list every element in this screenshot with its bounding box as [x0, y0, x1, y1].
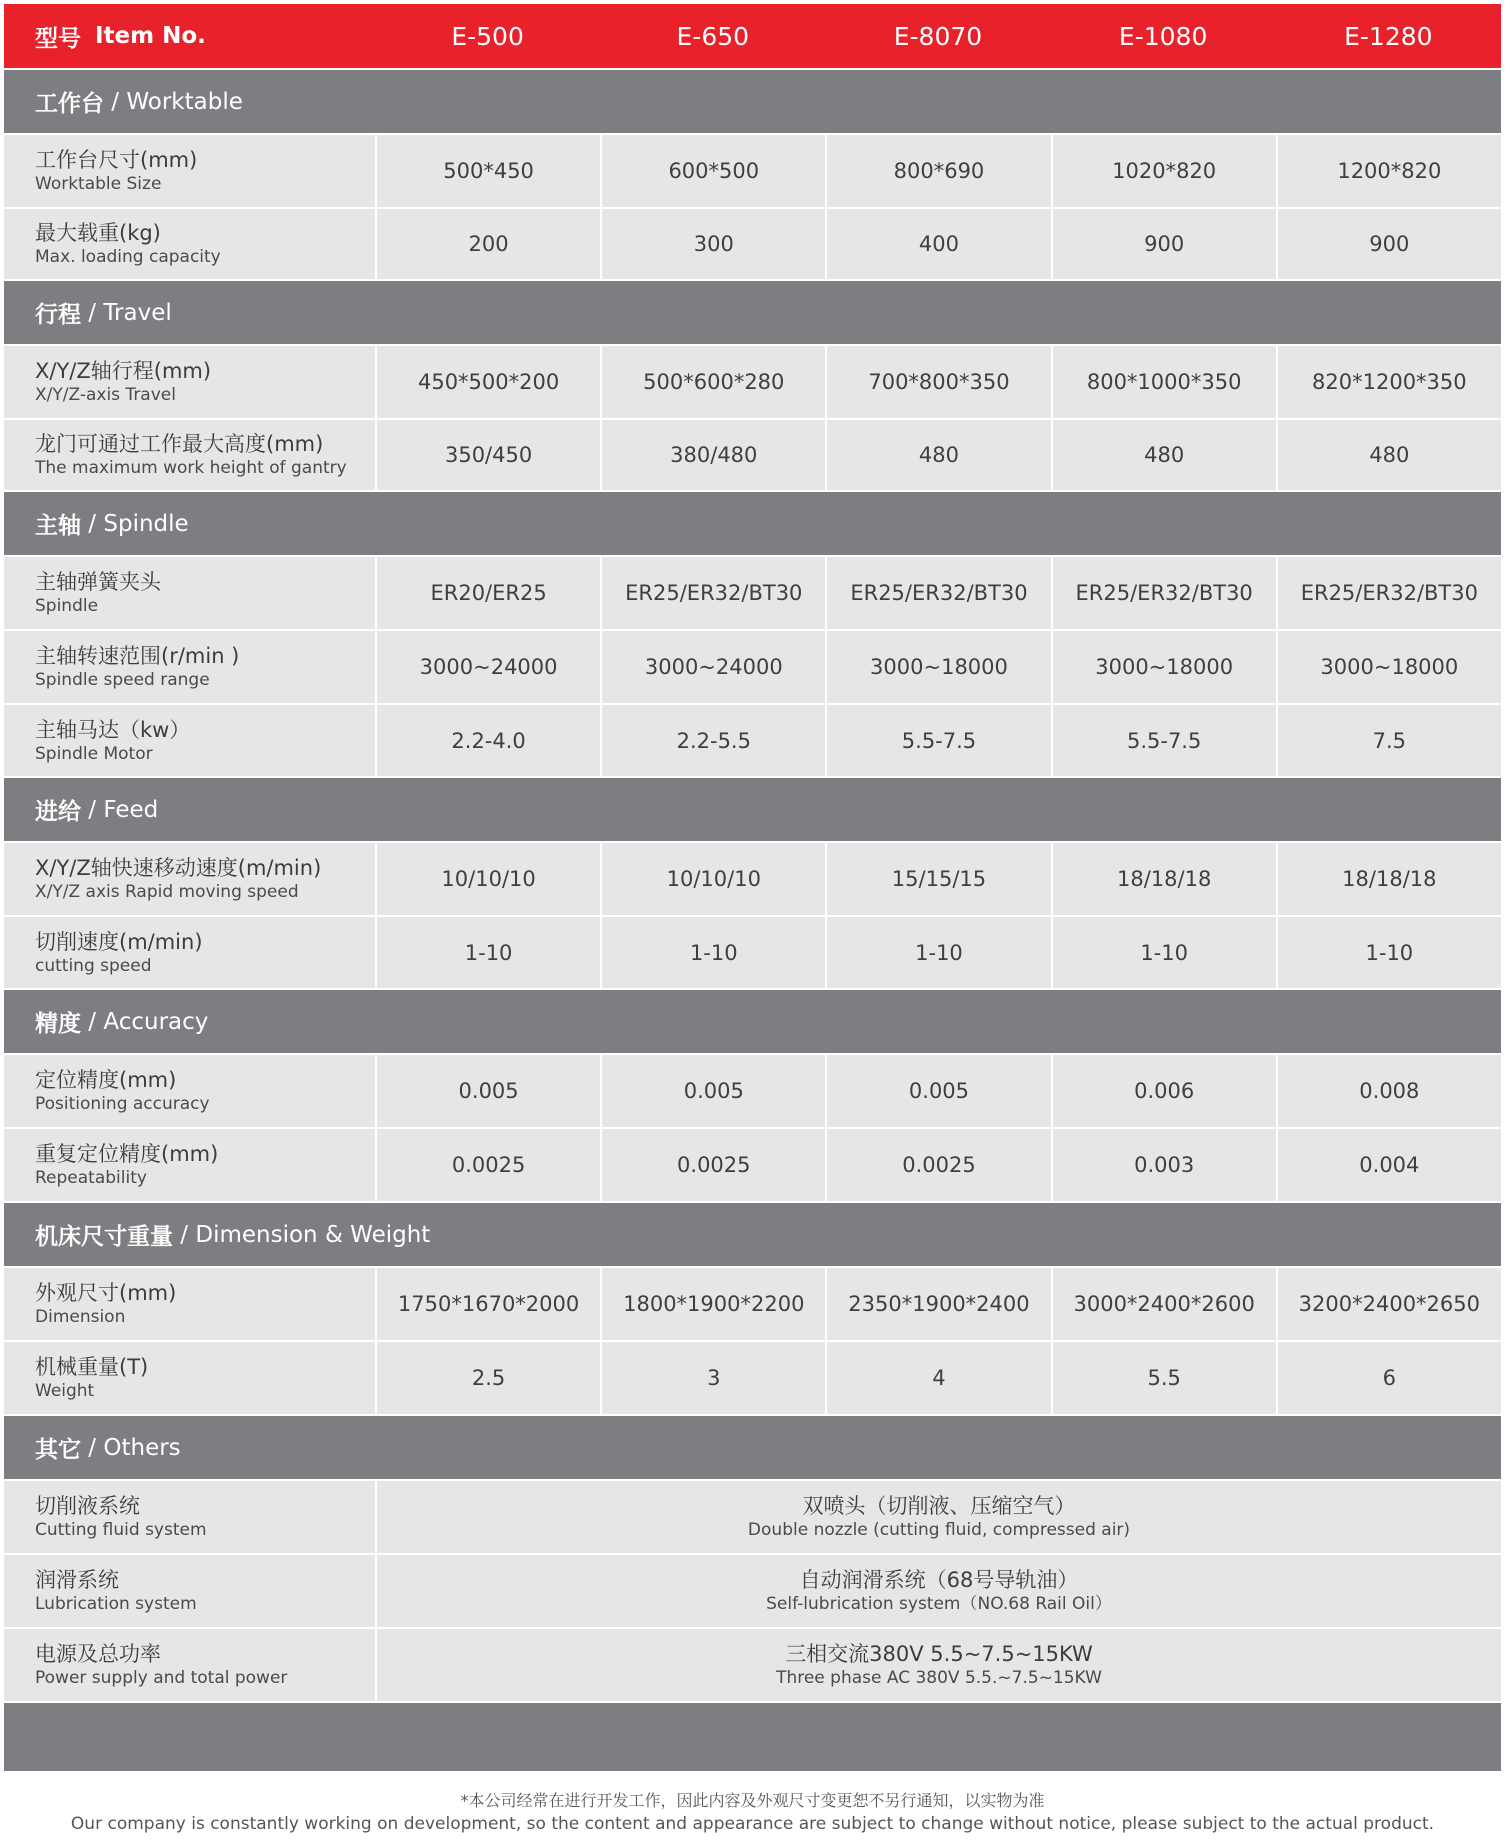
value-cell: 0.005: [602, 1055, 825, 1127]
row-label: [4, 1555, 375, 1627]
value-cell: ER20/ER25: [377, 557, 600, 629]
section-title-en: Others: [103, 1434, 181, 1461]
value-cell: 4: [827, 1342, 1050, 1414]
table-row: [4, 631, 1501, 703]
section-spindle: 主轴 / Spindle: [4, 492, 1501, 555]
value-cell: 6: [1278, 1342, 1501, 1414]
value-cell: 5.5: [1053, 1342, 1276, 1414]
section-title-zh: 行程: [35, 302, 81, 328]
row-label-en: cutting speed: [35, 955, 152, 976]
table-row: [4, 1555, 1501, 1627]
section-title-zh: 工作台: [35, 91, 104, 117]
row-label-en: Spindle: [35, 596, 99, 616]
value-cell: 0.0025: [827, 1129, 1050, 1201]
row-label-zh: 重复定位精度(mm): [35, 1142, 219, 1166]
item-no-label-zh: 型号: [35, 25, 81, 52]
section-worktable: 工作台 / Worktable: [4, 70, 1501, 133]
merged-value-cell: [377, 1481, 1501, 1553]
row-label-en: Weight: [35, 1381, 95, 1401]
table-header: [4, 4, 1501, 68]
value-cell: 800*690: [827, 135, 1050, 207]
row-label-zh: 外观尺寸(mm): [35, 1281, 177, 1305]
table-row: [4, 1129, 1501, 1201]
value-cell: 3200*2400*2650: [1278, 1268, 1501, 1340]
value-cell: 820*1200*350: [1278, 346, 1501, 418]
merged-value-en: Self-lubrication system（NO.68 Rail Oil）: [766, 1594, 1112, 1614]
row-label-zh: 主轴马达（kw）: [35, 717, 191, 742]
table-row: [4, 843, 1501, 915]
section-title-zh: 机床尺寸重量: [35, 1224, 173, 1250]
table-row: [4, 1342, 1501, 1414]
value-cell: 900: [1053, 209, 1276, 279]
value-cell: 2.2-5.5: [602, 705, 825, 776]
row-label-en: Spindle speed range: [35, 670, 210, 690]
section-title-en: Feed: [103, 796, 159, 823]
value-cell: 800*1000*350: [1053, 346, 1276, 418]
value-cell: 0.0025: [602, 1129, 825, 1201]
value-cell: 0.003: [1053, 1129, 1276, 1201]
value-cell: 0.006: [1053, 1055, 1276, 1127]
table-row: [4, 557, 1501, 629]
section-title-zh: 其它: [35, 1437, 81, 1463]
value-cell: 0.008: [1278, 1055, 1501, 1127]
row-label: [4, 1055, 375, 1127]
row-label: [4, 135, 375, 207]
merged-value-cell: [377, 1555, 1501, 1627]
value-cell: 5.5-7.5: [827, 705, 1050, 776]
row-label-zh: 主轴弹簧夹头: [35, 570, 161, 594]
table-row: [4, 1268, 1501, 1340]
row-label: [4, 209, 375, 279]
value-cell: 1-10: [377, 917, 600, 988]
value-cell: 18/18/18: [1053, 843, 1276, 915]
table-row: [4, 1629, 1501, 1701]
section-title-en: Spindle: [103, 510, 189, 537]
value-cell: 18/18/18: [1278, 843, 1501, 915]
value-cell: ER25/ER32/BT30: [602, 557, 825, 629]
table-bottom-bar: [4, 1703, 1501, 1771]
row-label: [4, 843, 375, 915]
row-label-en: Max. loading capacity: [35, 247, 221, 267]
value-cell: 480: [827, 420, 1050, 490]
value-cell: 400: [827, 209, 1050, 279]
table-row: [4, 917, 1501, 988]
table-row: [4, 420, 1501, 490]
model-e1280: E-1280: [1344, 21, 1433, 51]
value-cell: ER25/ER32/BT30: [1278, 557, 1501, 629]
merged-value-zh: 自动润滑系统（68号导轨油）: [799, 1568, 1079, 1592]
row-label: [4, 557, 375, 629]
row-label-en: Repeatability: [35, 1168, 147, 1188]
section-title-en: Travel: [103, 299, 172, 326]
value-cell: 3000~24000: [377, 631, 600, 703]
merged-value-en: Three phase AC 380V 5.5.~7.5~15KW: [776, 1668, 1102, 1688]
merged-value-en: Double nozzle (cutting fluid, compressed air): [747, 1520, 1131, 1540]
row-label: [4, 1342, 375, 1414]
value-cell: 3000~18000: [827, 631, 1050, 703]
value-cell: 200: [377, 209, 600, 279]
row-label-en: Dimension: [35, 1307, 126, 1327]
section-travel: 行程 / Travel: [4, 281, 1501, 344]
row-label-zh: 龙门可通过工作最大高度(mm): [35, 432, 324, 456]
model-e1080: E-1080: [1118, 21, 1208, 51]
table-row: [4, 705, 1501, 776]
item-no-label-en: Item No.: [95, 23, 206, 49]
merged-value-zh: 三相交流380V 5.5~7.5~15KW: [785, 1642, 1093, 1666]
table-row: [4, 1481, 1501, 1553]
row-label: [4, 1481, 375, 1553]
value-cell: 350/450: [377, 420, 600, 490]
value-cell: 1-10: [602, 917, 825, 988]
row-label: [4, 420, 375, 490]
section-title-en: Accuracy: [103, 1008, 209, 1035]
value-cell: 7.5: [1278, 705, 1501, 776]
row-label-en: Cutting fluid system: [35, 1520, 207, 1540]
value-cell: 0.005: [827, 1055, 1050, 1127]
model-e8070: E-8070: [893, 21, 983, 51]
value-cell: 10/10/10: [377, 843, 600, 915]
row-label-en: Worktable Size: [35, 174, 162, 194]
item-no-label: [4, 4, 375, 68]
value-cell: 700*800*350: [827, 346, 1050, 418]
table-row: [4, 209, 1501, 279]
value-cell: 500*600*280: [602, 346, 825, 418]
row-label-en: X/Y/Z-axis Travel: [35, 385, 176, 405]
disclaimer-en: Our company is constantly working on development, so the content and appearance are subject to change without notice, please subject to the actual product.: [70, 1814, 1435, 1834]
section-title-en: Worktable: [126, 88, 243, 115]
row-label-zh: 机械重量(T): [35, 1355, 149, 1379]
value-cell: 2.2-4.0: [377, 705, 600, 776]
value-cell: 1-10: [1053, 917, 1276, 988]
value-cell: 0.0025: [377, 1129, 600, 1201]
value-cell: ER25/ER32/BT30: [1053, 557, 1276, 629]
value-cell: 1-10: [1278, 917, 1501, 988]
row-label: [4, 1629, 375, 1701]
row-label-en: Spindle Motor: [35, 743, 153, 764]
table-row: [4, 346, 1501, 418]
spec-table: [4, 4, 1501, 1771]
row-label-en: X/Y/Z axis Rapid moving speed: [35, 882, 299, 902]
row-label-en: Lubrication system: [35, 1594, 197, 1614]
row-label: [4, 705, 375, 776]
value-cell: 2.5: [377, 1342, 600, 1414]
merged-value-zh: 双喷头（切削液、压缩空气）: [802, 1494, 1076, 1518]
value-cell: 1800*1900*2200: [602, 1268, 825, 1340]
value-cell: 0.004: [1278, 1129, 1501, 1201]
disclaimer-zh: *本公司经常在进行开发工作，因此内容及外观尺寸变更恕不另行通知，以实物为准: [460, 1791, 1045, 1810]
row-label: [4, 1129, 375, 1201]
value-cell: 380/480: [602, 420, 825, 490]
value-cell: ER25/ER32/BT30: [827, 557, 1050, 629]
row-label: [4, 1268, 375, 1340]
row-label-zh: 润滑系统: [35, 1568, 119, 1592]
section-title-zh: 进给: [35, 799, 81, 825]
model-e500: E-500: [451, 21, 524, 51]
row-label-en: Power supply and total power: [35, 1668, 288, 1688]
value-cell: 3000~18000: [1278, 631, 1501, 703]
footer-disclaimer: [0, 1790, 1505, 1836]
table-row: [4, 135, 1501, 207]
merged-value-cell: [377, 1629, 1501, 1701]
value-cell: 5.5-7.5: [1053, 705, 1276, 776]
row-label-zh: 最大载重(kg): [35, 221, 161, 245]
section-others: 其它 / Others: [4, 1416, 1501, 1479]
section-feed: 进给 / Feed: [4, 778, 1501, 841]
row-label-zh: 切削速度(m/min): [35, 929, 203, 954]
row-label: [4, 631, 375, 703]
value-cell: 300: [602, 209, 825, 279]
value-cell: 1-10: [827, 917, 1050, 988]
row-label-en: The maximum work height of gantry: [35, 458, 347, 478]
value-cell: 1020*820: [1053, 135, 1276, 207]
value-cell: 450*500*200: [377, 346, 600, 418]
value-cell: 3: [602, 1342, 825, 1414]
row-label-zh: 主轴转速范围(r/min ): [35, 644, 240, 668]
section-title-zh: 主轴: [35, 513, 81, 539]
row-label: [4, 346, 375, 418]
value-cell: 1750*1670*2000: [377, 1268, 600, 1340]
section-dimension-weight: 机床尺寸重量 / Dimension & Weight: [4, 1203, 1501, 1266]
section-title-en: Dimension & Weight: [195, 1221, 431, 1248]
model-e650: E-650: [676, 21, 750, 51]
value-cell: 3000~18000: [1053, 631, 1276, 703]
value-cell: 3000*2400*2600: [1053, 1268, 1276, 1340]
value-cell: 480: [1053, 420, 1276, 490]
value-cell: 600*500: [602, 135, 825, 207]
value-cell: 10/10/10: [602, 843, 825, 915]
value-cell: 480: [1278, 420, 1501, 490]
row-label-zh: X/Y/Z轴快速移动速度(m/min): [35, 856, 322, 880]
value-cell: 2350*1900*2400: [827, 1268, 1050, 1340]
table-row: [4, 1055, 1501, 1127]
row-label-zh: 工作台尺寸(mm): [35, 148, 198, 172]
row-label-zh: 切削液系统: [35, 1494, 140, 1518]
value-cell: 15/15/15: [827, 843, 1050, 915]
row-label-en: Positioning accuracy: [35, 1094, 210, 1114]
value-cell: 0.005: [377, 1055, 600, 1127]
row-label-zh: X/Y/Z轴行程(mm): [35, 359, 212, 383]
value-cell: 1200*820: [1278, 135, 1501, 207]
value-cell: 3000~24000: [602, 631, 825, 703]
row-label-zh: 电源及总功率: [35, 1642, 161, 1666]
row-label: [4, 917, 375, 988]
section-accuracy: 精度 / Accuracy: [4, 990, 1501, 1053]
section-title-zh: 精度: [35, 1011, 81, 1037]
row-label-zh: 定位精度(mm): [35, 1068, 177, 1092]
value-cell: 500*450: [377, 135, 600, 207]
value-cell: 900: [1278, 209, 1501, 279]
